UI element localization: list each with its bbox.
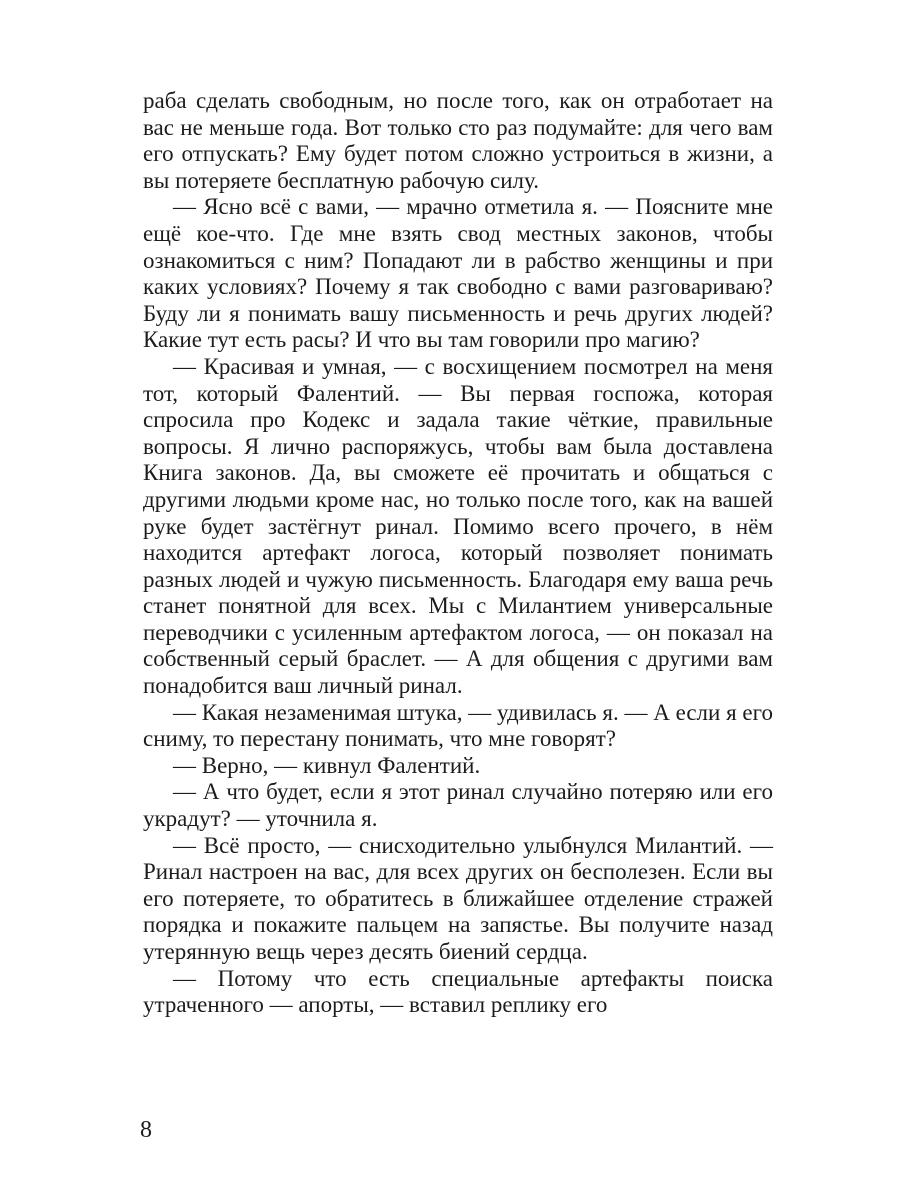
body-text (143, 88, 773, 1019)
paragraph: — Красивая и умная, — с восхищением посмотрел на меня тот, который Фалентий. — Вы первая госпожа, которая спросила про Кодекс и задала такие чёткие, правильные вопросы. Я лично распоряжусь, чтобы вам была доставлена Книга законов. Да, вы сможете её прочитать и общаться с другими людьми кроме нас, но только после того, как на вашей руке будет застёгнут ринал. Помимо всего прочего, в нём находится артефакт логоса, который позволяет понимать разных людей и чужую письменность. Благодаря ему ваша речь станет понятной для всех. Мы с Милантием универсальные переводчики с усиленным артефактом логоса, — он показал на собственный серый браслет. — А для общения с другими вам понадобится ваш личный ринал. (143, 353, 773, 699)
paragraph: — Потому что есть специальные артефакты поиска утраченного — апорты, — вставил реплику его (143, 965, 773, 1018)
paragraph: раба сделать свободным, но после того, как он отработает на вас не меньше года. Вот только сто раз подумайте: для чего вам его отпускать? Ему будет потом сложно устроиться в жизни, а вы потеряете бесплатную рабочую силу. (143, 88, 773, 193)
paragraph: — Ясно всё с вами, — мрачно отметила я. — Поясните мне ещё кое-что. Где мне взять свод местных законов, чтобы ознакомиться с ним? Попадают ли в рабство женщины и при каких условиях? Почему я так свободно с вами разговариваю? Буду ли я понимать вашу письменность и речь других людей? Какие тут есть расы? И что вы там говорили про магию? (143, 194, 773, 353)
paragraph: — Верно, — кивнул Фалентий. (173, 752, 481, 778)
paragraph: — Всё просто, — снисходительно улыбнулся Милантий. — Ринал настроен на вас, для всех других он бесполезен. Если вы его потеряете, то обратитесь в ближайшее отделение стражей порядка и покажите пальцем на запястье. Вы получите назад утерянную вещь через десять биений сердца. (143, 832, 773, 964)
paragraph: — Какая незаменимая штука, — удивилась я. — А если я его сниму, то перестану понимать, что мне говорят? (143, 699, 773, 752)
page-number: 8 (140, 1117, 152, 1143)
paragraph: — А что будет, если я этот ринал случайно потеряю или его украдут? — уточнила я. (143, 779, 773, 832)
